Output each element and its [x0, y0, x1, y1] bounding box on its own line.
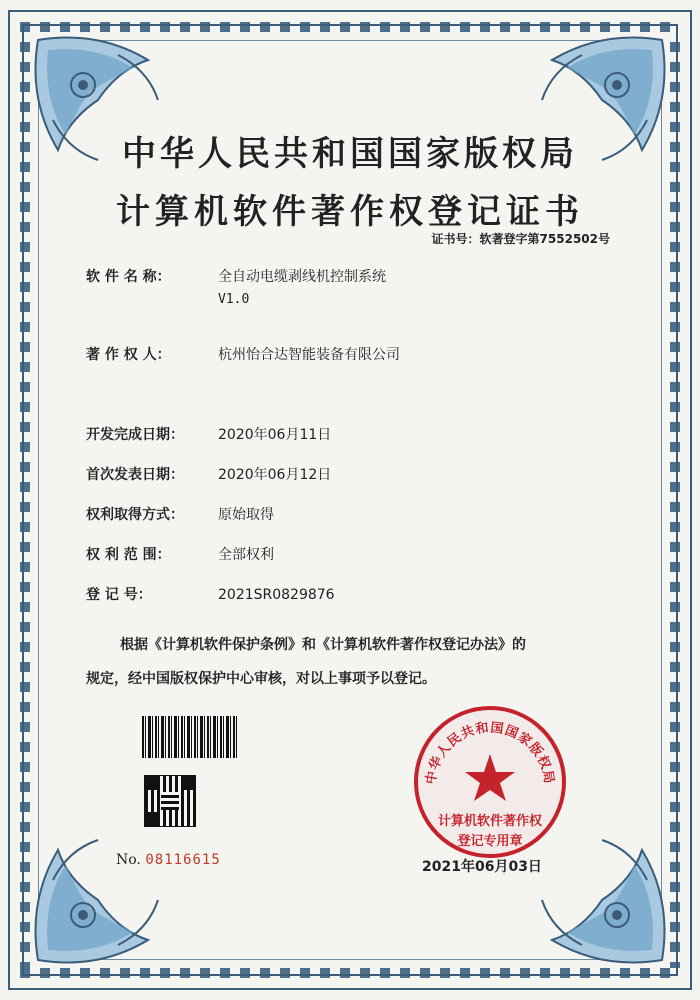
- serial-number: [116, 852, 221, 868]
- corner-ornament-icon: [28, 830, 168, 970]
- field-label: 著 作 权 人：: [86, 347, 171, 363]
- field-value: 杭州怡合达智能装备有限公司: [218, 347, 400, 363]
- field-value: 全部权利: [218, 547, 274, 563]
- field-dev-completion-date: [86, 424, 331, 444]
- field-software-name: [86, 266, 386, 286]
- certificate-title: 计算机软件著作权登记证书: [116, 192, 584, 232]
- cert-number: [432, 230, 610, 247]
- cert-number-label: 证书号：: [431, 232, 480, 246]
- field-label: 开发完成日期：: [86, 427, 184, 443]
- field-label: 首次发表日期：: [86, 467, 184, 483]
- cert-number-value: 软著登字第7552502号: [479, 232, 610, 246]
- field-label: 软 件 名 称：: [86, 269, 171, 285]
- field-acquisition-method: [86, 504, 274, 524]
- software-version: V1.0: [218, 292, 250, 307]
- field-value: 2020年06月11日: [218, 427, 332, 443]
- field-value: 2021SR0829876: [218, 587, 335, 603]
- issue-date: 2021年06月03日: [422, 859, 542, 875]
- statement-line-2: 规定，经中国版权保护中心审核，对以上事项予以登记。: [86, 671, 436, 687]
- barcode-icon: [142, 716, 238, 758]
- field-rights-scope: [86, 544, 274, 564]
- statement-line-1: 根据《计算机软件保护条例》和《计算机软件著作权登记办法》的: [120, 637, 526, 653]
- field-copyright-owner: [86, 344, 400, 364]
- seal-inner-line-2: 登记专用章: [457, 834, 523, 849]
- seal-inner-line-1: 计算机软件著作权: [437, 814, 542, 829]
- field-first-publication-date: [86, 464, 331, 484]
- field-value: 原始取得: [218, 507, 274, 523]
- serial-prefix: No.: [116, 852, 141, 868]
- authority-title: 中华人民共和国国家版权局: [122, 134, 578, 174]
- field-value: 全自动电缆剥线机控制系统: [218, 269, 386, 285]
- serial-number-value: 08116615: [145, 852, 221, 868]
- field-label: 权 利 范 围：: [86, 547, 171, 563]
- seal-ring-text: 中华人民共和国国家版权局: [423, 720, 557, 786]
- seal-inner-text: [420, 812, 560, 852]
- field-label: 登 记 号：: [86, 587, 152, 603]
- qr-code-icon: [144, 775, 196, 827]
- field-registration-number: [86, 584, 335, 604]
- field-value: 2020年06月12日: [218, 467, 332, 483]
- statement-paragraph: [86, 628, 626, 696]
- field-label: 权利取得方式：: [86, 507, 184, 523]
